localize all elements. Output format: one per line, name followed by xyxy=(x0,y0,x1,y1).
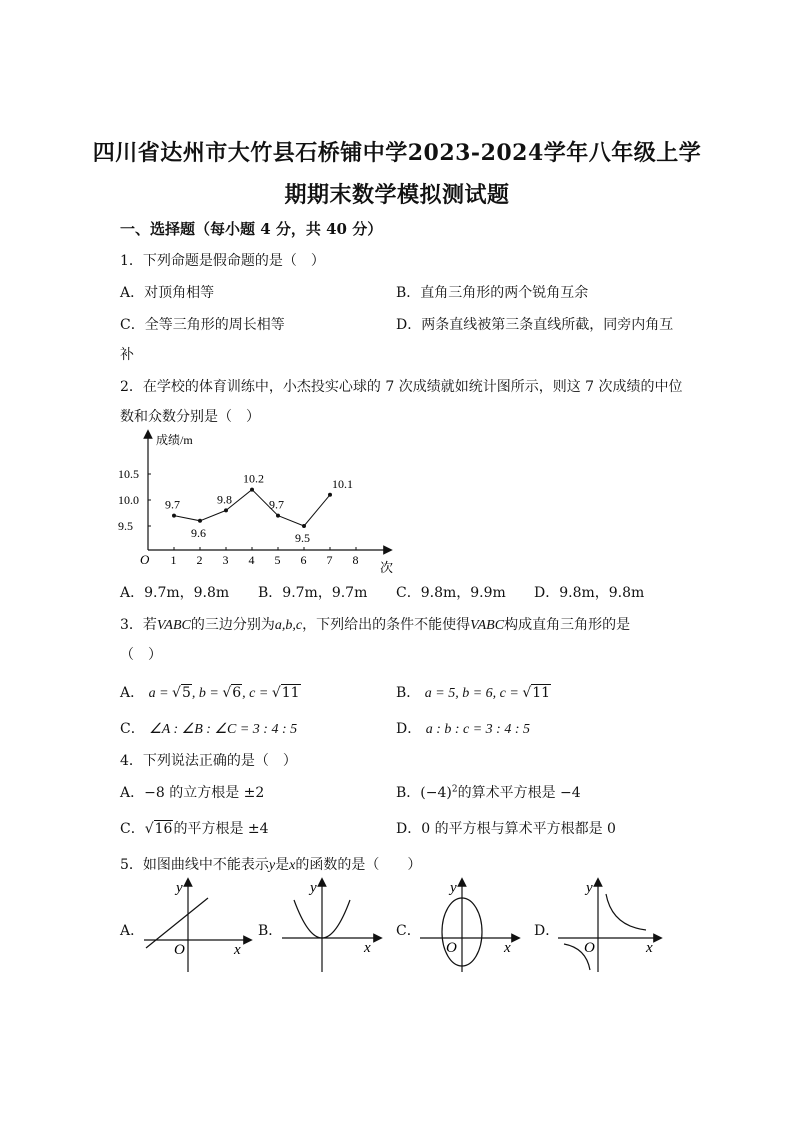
q2-stem-line1: 2．在学校的体育训练中，小杰投实心球的 7 次成绩就如统计图所示，则这 7 次成绩的中位 xyxy=(120,379,683,395)
q5-stem-part-a: 5．如图曲线中不能表示 xyxy=(120,857,269,873)
chart-x-tick-label: 8 xyxy=(352,553,359,567)
chart-x-tick-label: 5 xyxy=(274,553,281,567)
q5-graph-d[interactable] xyxy=(554,876,666,976)
chart-point xyxy=(172,514,176,518)
chart-marks xyxy=(165,472,353,545)
q4-c-radicand: 16 xyxy=(154,821,173,837)
q3-c-label: C． xyxy=(120,721,145,737)
chart-y-tick-label: 9.5 xyxy=(118,519,133,533)
q3-a-radicand2: 6 xyxy=(232,685,242,701)
origin-label: O xyxy=(584,940,595,956)
chart-point xyxy=(198,519,202,523)
x-axis-label: x xyxy=(234,942,241,958)
y-axis-label: y xyxy=(450,880,457,896)
exam-title-line2: 期期末数学模拟测试题 xyxy=(284,182,510,208)
q3-a-expr3: , c = xyxy=(242,686,272,701)
origin-label: O xyxy=(174,942,185,958)
q5-graph-b[interactable] xyxy=(278,876,390,976)
q3-d-label: D． xyxy=(396,721,422,737)
chart-data-label: 9.7 xyxy=(165,497,180,512)
exam-title-line1: 四川省达州市大竹县石桥铺中学2023-2024学年八年级上学 xyxy=(92,140,702,166)
x-axis-label: x xyxy=(504,940,511,956)
chart-origin-label: O xyxy=(140,552,150,567)
q2-option-d[interactable]: D．9.8m，9.8m xyxy=(534,585,645,601)
q3-b-radicand: 11 xyxy=(532,685,551,701)
q5-option-a-label[interactable]: A． xyxy=(120,923,145,939)
chart-y-tick-label: 10.5 xyxy=(118,467,139,481)
q5-stem-part-c: 的函数的是（ ） xyxy=(295,857,422,873)
q3-b-label: B． xyxy=(396,685,421,701)
chart-point xyxy=(250,488,254,492)
q1-option-d[interactable]: D．两条直线被第三条直线所截，同旁内角互 xyxy=(396,317,674,333)
q5-var-y: y xyxy=(268,858,276,873)
q3-triangle-2: VABC xyxy=(470,618,505,633)
chart-xlabel: 次 xyxy=(380,560,394,575)
x-axis-label: x xyxy=(646,940,653,956)
chart-data-label: 9.6 xyxy=(191,525,206,540)
y-axis-label: y xyxy=(586,880,593,896)
chart-axes xyxy=(118,432,393,575)
q4-b-base: (−4) xyxy=(420,785,452,801)
q3-option-d[interactable] xyxy=(396,718,530,738)
q3-option-b[interactable]: B． a = 5, b = 6, c = √11 xyxy=(396,685,551,701)
hyperbola-branch-right xyxy=(606,894,646,930)
q3-c-expr: ∠A : ∠B : ∠C = 3 : 4 : 5 xyxy=(149,722,298,737)
q5-option-d-label[interactable]: D． xyxy=(534,923,560,939)
q5-stem-part-b: 是 xyxy=(275,857,290,873)
q4-stem: 4．下列说法正确的是（ ） xyxy=(120,753,297,769)
q3-stem-part-d: 构成直角三角形的是 xyxy=(504,617,631,633)
q3-variables: a,b,c xyxy=(274,618,303,633)
q5-option-c-label[interactable]: C． xyxy=(396,923,421,939)
section-heading-choice: 一、选择题（每小题 4 分，共 40 分） xyxy=(120,220,383,238)
chart-x-tick-label: 3 xyxy=(222,553,229,567)
chart-series-line xyxy=(174,490,330,526)
q4-b-text: 的算术平方根是 −4 xyxy=(457,785,581,801)
chart-data-label: 9.7 xyxy=(269,497,284,512)
q3-d-expr: a : b : c = 3 : 4 : 5 xyxy=(425,722,530,737)
q5-graph-a[interactable] xyxy=(140,876,252,976)
q4-option-c[interactable]: C．√16的平方根是 ±4 xyxy=(120,821,269,837)
q4-option-a[interactable]: A．−8 的立方根是 ±2 xyxy=(120,785,265,801)
y-axis-label: y xyxy=(176,880,183,896)
q1-option-a[interactable]: A．对顶角相等 xyxy=(120,285,215,301)
q2-option-b[interactable]: B．9.7m，9.7m xyxy=(258,585,368,601)
chart-data-label: 9.8 xyxy=(217,492,232,507)
q2-option-a[interactable]: A．9.7m，9.8m xyxy=(120,585,230,601)
y-axis-label: y xyxy=(310,880,317,896)
q5-option-b-label[interactable]: B． xyxy=(258,923,283,939)
chart-x-tick-label: 4 xyxy=(248,553,255,567)
q1-option-d-wrap: 补 xyxy=(120,347,134,363)
chart-data-label: 9.5 xyxy=(295,531,310,545)
q3-option-a[interactable]: A． a = √5, b = √6, c = √11 xyxy=(120,685,300,701)
q1-stem: 1．下列命题是假命题的是（ ） xyxy=(120,253,325,269)
q5-var-x: x xyxy=(289,858,296,873)
chart-point xyxy=(302,524,306,528)
q3-b-expr: a = 5, b = 6, c = xyxy=(424,686,523,701)
q1-option-b[interactable]: B．直角三角形的两个锐角互余 xyxy=(396,285,589,301)
origin-label: O xyxy=(446,940,457,956)
chart-x-tick-label: 7 xyxy=(326,553,333,567)
q3-a-radicand3: 11 xyxy=(281,685,300,701)
q3-a-expr1: a = xyxy=(148,686,173,701)
q4-option-b[interactable] xyxy=(396,782,581,802)
q4-option-d[interactable]: D．0 的平方根与算术平方根都是 0 xyxy=(396,821,616,837)
chart-ylabel: 成绩/m xyxy=(156,433,193,447)
chart-data-label: 10.1 xyxy=(332,476,353,491)
chart-x-tick-label: 1 xyxy=(170,553,177,567)
q3-a-label: A． xyxy=(120,685,145,701)
q3-stem-part-c: ，下列给出的条件不能使得 xyxy=(302,617,471,633)
q3-option-c[interactable] xyxy=(120,718,297,738)
q3-stem-part-b: 的三边分别为 xyxy=(190,617,275,633)
chart-point xyxy=(276,514,280,518)
chart-data-label: 10.2 xyxy=(243,471,264,486)
q5-graph-c[interactable] xyxy=(416,876,528,976)
q3-stem-part-a: 3．若 xyxy=(120,617,157,633)
q1-option-c[interactable]: C．全等三角形的周长相等 xyxy=(120,317,285,333)
chart-point xyxy=(328,493,332,497)
chart-point xyxy=(224,508,228,512)
q3-stem xyxy=(120,614,630,634)
q4-b-exponent: 2 xyxy=(451,784,458,795)
q3-triangle: VABC xyxy=(156,618,191,633)
q2-option-c[interactable]: C．9.8m，9.9m xyxy=(396,585,506,601)
q3-a-expr2: , b = xyxy=(191,686,223,701)
q2-line-chart xyxy=(118,426,400,575)
chart-x-tick-label: 6 xyxy=(300,553,307,567)
q4-c-text: 的平方根是 ±4 xyxy=(173,821,269,837)
q4-b-label: B． xyxy=(396,785,421,801)
q5-stem xyxy=(120,854,421,874)
q3-paren: （ ） xyxy=(120,647,162,663)
q2-stem-line2: 数和众数分别是（ ） xyxy=(120,409,260,425)
chart-y-tick-label: 10.0 xyxy=(118,493,139,507)
x-axis-label: x xyxy=(364,940,371,956)
chart-x-tick-label: 2 xyxy=(196,553,203,567)
q3-a-radicand1: 5 xyxy=(181,685,191,701)
q4-c-label: C． xyxy=(120,821,145,837)
